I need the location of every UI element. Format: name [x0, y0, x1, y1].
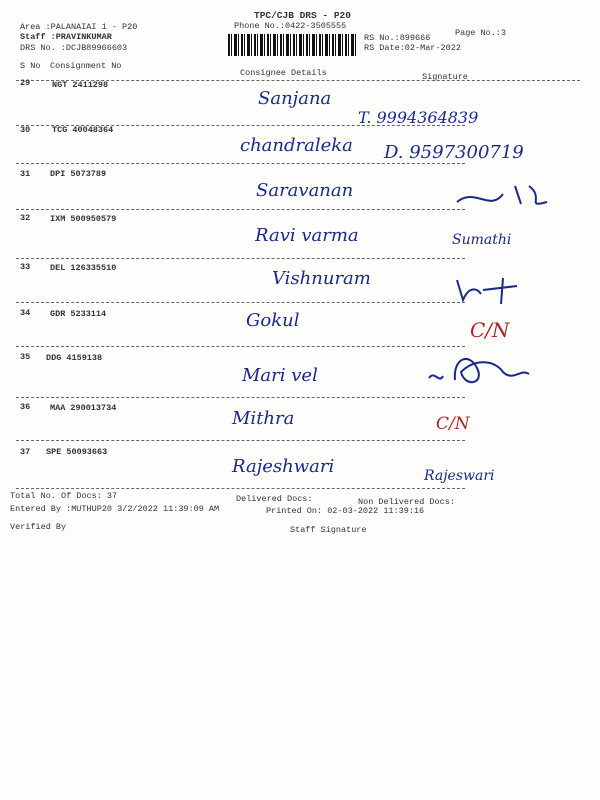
- consignee-name: Vishnuram: [272, 268, 371, 289]
- row-divider: [16, 488, 465, 489]
- row-divider: [16, 302, 465, 303]
- total-docs: Total No. Of Docs: 37: [10, 491, 118, 501]
- consignee-name: chandraleka: [240, 135, 353, 156]
- phone-number: Phone No.:0422-3505555: [234, 21, 347, 31]
- row-divider: [16, 163, 465, 164]
- row-divider: [16, 258, 465, 259]
- row-divider: [16, 397, 465, 398]
- signature-text: T. 9994364839: [358, 108, 479, 127]
- rs-date: RS Date:02-Mar-2022: [364, 43, 461, 53]
- printed-on: Printed On: 02-03-2022 11:39:16: [266, 506, 425, 516]
- row-sno: 29: [20, 78, 31, 88]
- staff-signature: Staff Signature: [290, 525, 367, 535]
- signature-text: Sumathi: [452, 232, 512, 248]
- barcode: [228, 34, 356, 56]
- row-sno: 31: [20, 169, 31, 179]
- signature-scribble: [455, 182, 555, 212]
- signature-text: C/N: [436, 414, 470, 434]
- row-sno: 33: [20, 262, 31, 272]
- consignee-name: Mari vel: [242, 365, 318, 386]
- row-sno: 36: [20, 402, 31, 412]
- signature-text: C/N: [470, 318, 510, 342]
- row-consignment: DDG 4159138: [46, 353, 103, 363]
- non-delivered-docs: Non Delivered Docs:: [358, 497, 455, 507]
- row-consignment: NGT 2411298: [52, 80, 109, 90]
- consignee-name: Gokul: [246, 310, 300, 331]
- column-header-consignee-details: Consignee Details: [240, 68, 327, 78]
- verified-by: Verified By: [10, 522, 67, 532]
- consignee-name: Sanjana: [258, 88, 332, 109]
- row-consignment: DEL 126335510: [50, 263, 117, 273]
- area-label: Area :PALANAIAI 1 - P20: [20, 22, 138, 32]
- delivered-docs: Delivered Docs:: [236, 494, 313, 504]
- entered-by: Entered By :MUTHUP20 3/2/2022 11:39:09 AM: [10, 504, 220, 514]
- row-sno: 32: [20, 213, 31, 223]
- row-sno: 37: [20, 447, 31, 457]
- row-consignment: DPI 5073789: [50, 169, 107, 179]
- signature-scribble: [425, 348, 535, 398]
- drs-number: DRS No. :DCJB89966603: [20, 43, 128, 53]
- consignee-name: Saravanan: [256, 180, 354, 201]
- row-divider: [16, 346, 465, 347]
- row-sno: 34: [20, 308, 31, 318]
- page-number: Page No.:3: [455, 28, 507, 38]
- signature-text: D. 9597300719: [384, 142, 524, 163]
- row-divider: [16, 440, 465, 441]
- signature-scribble: [455, 276, 525, 306]
- staff-label: Staff :PRAVINKUMAR: [20, 32, 112, 42]
- row-sno: 35: [20, 352, 31, 362]
- rs-number: RS No.:899666: [364, 33, 431, 43]
- row-consignment: IXM 500950579: [50, 214, 117, 224]
- signature-text: Rajeswari: [424, 468, 495, 484]
- column-header-signature: Signature: [422, 72, 468, 82]
- consignee-name: Ravi varma: [255, 225, 359, 246]
- row-consignment: TCG 40048364: [52, 125, 114, 135]
- document-title: TPC/CJB DRS - P20: [254, 10, 351, 21]
- row-consignment: GDR 5233114: [50, 309, 107, 319]
- column-header-sno: S No: [20, 61, 41, 71]
- column-header-consignment: Consignment No: [50, 61, 122, 71]
- row-consignment: MAA 290013734: [50, 403, 117, 413]
- consignee-name: Rajeshwari: [232, 456, 335, 477]
- row-divider: [16, 209, 465, 210]
- consignee-name: Mithra: [232, 408, 295, 429]
- row-consignment: SPE 50093663: [46, 447, 108, 457]
- row-sno: 30: [20, 125, 31, 135]
